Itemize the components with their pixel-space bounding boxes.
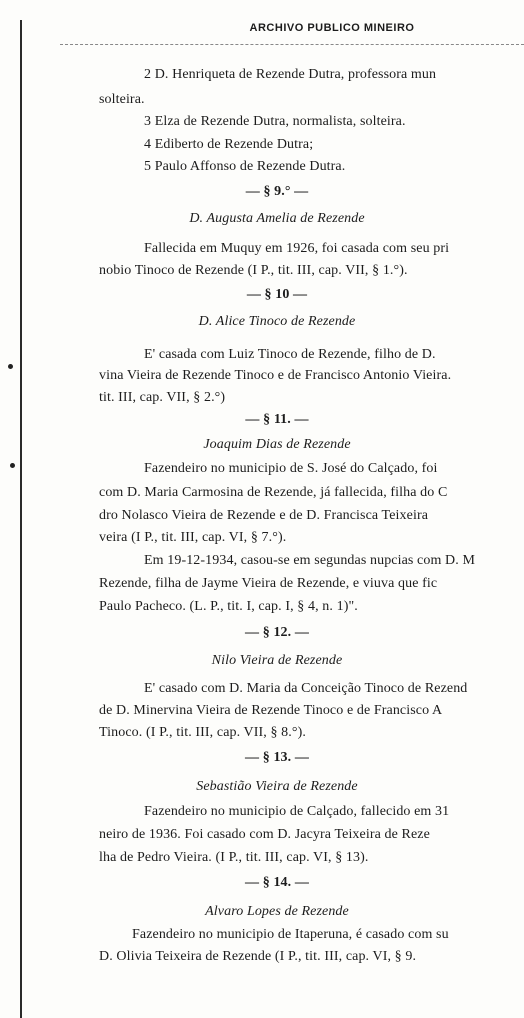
text-line: lha de Pedro Vieira. (I P., tit. III, cap. VI, § 13).: [99, 850, 369, 865]
section-heading: — § 13. —: [245, 750, 309, 765]
section-heading: — § 12. —: [245, 625, 309, 640]
text-line: nobio Tinoco de Rezende (I P., tit. III, cap. VII, § 1.°).: [99, 263, 408, 278]
header-rule: [60, 44, 524, 46]
section-heading: — § 9.° —: [245, 184, 309, 199]
section-heading: — § 14. —: [245, 875, 309, 890]
text-line: Fallecida em Muquy em 1926, foi casada com seu pri: [144, 241, 450, 256]
text-line: Em 19-12-1934, casou-se em segundas nupcias com D. M: [144, 553, 476, 568]
text-line: de D. Minervina Vieira de Rezende Tinoco e de Francisco A: [99, 703, 443, 718]
text-line: veira (I P., tit. III, cap. VI, § 7.°).: [99, 530, 287, 545]
section-heading: — § 11. —: [245, 412, 309, 427]
text-line: com D. Maria Carmosina de Rezende, já fallecida, filha do C: [99, 485, 448, 500]
text-line: E' casada com Luiz Tinoco de Rezende, filho de D.: [144, 347, 436, 362]
section-heading: — § 10 —: [246, 287, 308, 302]
page-edge-rule: [20, 20, 22, 1018]
text-line: Paulo Pacheco. (L. P., tit. I, cap. I, § 4, n. 1)".: [99, 599, 358, 614]
text-line: neiro de 1936. Foi casado com D. Jacyra Teixeira de Reze: [99, 827, 430, 842]
text-line: 5 Paulo Affonso de Rezende Dutra.: [144, 159, 346, 174]
text-line: Fazendeiro no municipio de Calçado, fallecido em 31: [144, 804, 450, 819]
running-header: ARCHIVO PUBLICO MINEIRO: [249, 22, 415, 34]
margin-dot: [8, 364, 13, 369]
text-line: tit. III, cap. VII, § 2.°): [99, 390, 226, 405]
text-line: 2 D. Henriqueta de Rezende Dutra, professora mun: [144, 67, 437, 82]
text-line: 4 Ediberto de Rezende Dutra;: [144, 137, 314, 152]
person-name-heading: D. Augusta Amelia de Rezende: [189, 211, 365, 226]
text-line: vina Vieira de Rezende Tinoco e de Francisco Antonio Vieira.: [99, 368, 452, 383]
person-name-heading: D. Alice Tinoco de Rezende: [198, 314, 356, 329]
person-name-heading: Joaquim Dias de Rezende: [203, 437, 351, 452]
margin-dot: [10, 463, 15, 468]
text-line: Rezende, filha de Jayme Vieira de Rezende, e viuva que fic: [99, 576, 438, 591]
text-line: D. Olivia Teixeira de Rezende (I P., tit. III, cap. VI, § 9.: [99, 949, 417, 964]
text-line: solteira.: [99, 92, 145, 107]
text-line: Fazendeiro no municipio de Itaperuna, é casado com su: [132, 927, 449, 942]
text-line: Tinoco. (I P., tit. III, cap. VII, § 8.°).: [99, 725, 306, 740]
person-name-heading: Nilo Vieira de Rezende: [211, 653, 343, 668]
person-name-heading: Sebastião Vieira de Rezende: [196, 779, 358, 794]
person-name-heading: Alvaro Lopes de Rezende: [205, 904, 349, 919]
text-line: 3 Elza de Rezende Dutra, normalista, solteira.: [144, 114, 406, 129]
text-line: Fazendeiro no municipio de S. José do Calçado, foi: [144, 461, 438, 476]
text-line: dro Nolasco Vieira de Rezende e de D. Francisca Teixeira: [99, 508, 429, 523]
text-line: E' casado com D. Maria da Conceição Tinoco de Rezend: [144, 681, 468, 696]
